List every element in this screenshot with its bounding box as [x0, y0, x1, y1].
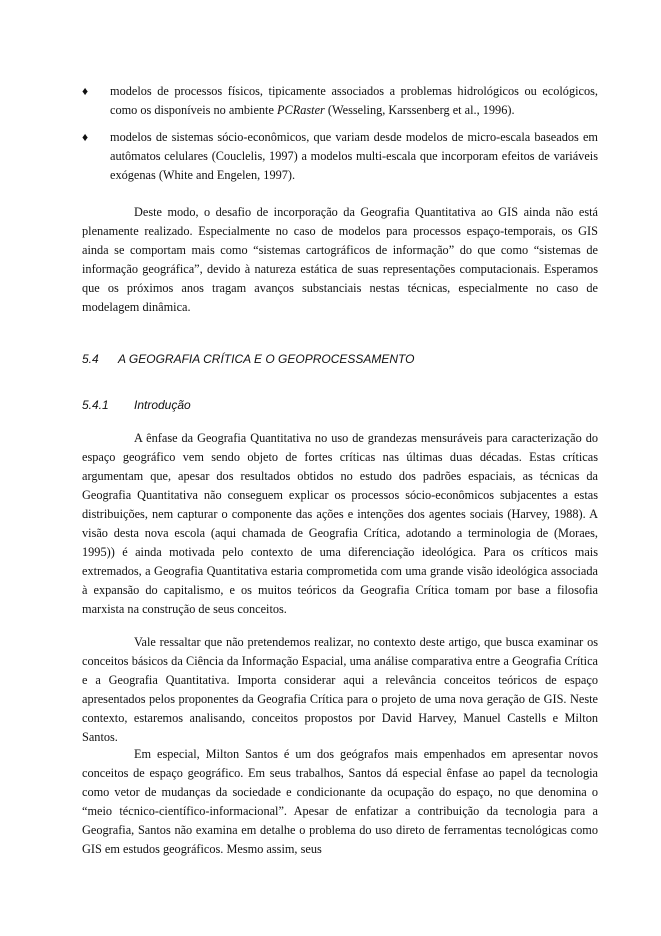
- paragraph: Deste modo, o desafio de incorporação da Geografia Quantitativa ao GIS ainda não está plenamente realizado. Especialmente no caso de modelos para processos espaço-temporais, os GIS ainda se comportam mais como “sistemas cartográficos de informação” do que como “sistemas de informação geográfica”, devido à natureza estática de suas representações computacionais. Esperamos que os próximos anos tragam avanços substanciais nestas técnicas, especialmente no caso de modelagem dinâmica.: [82, 205, 598, 314]
- subsection-heading: [82, 398, 191, 412]
- paragraph: A ênfase da Geografia Quantitativa no uso de grandezas mensuráveis para caracterização do espaço geográfico vem sendo objeto de fortes críticas nas últimas duas décadas. Estas críticas argumentam que, apesar dos resultados obtidos no estudo dos padrões espaciais, as técnicas da Geografia Quantitativa não conseguem explicar os processos sócio-econômicos subjacentes a estas distribuições, nem capturar o componente das ações e intenções dos agentes sociais (Harvey, 1988). A visão desta nova escola (aqui chamada de Geografia Crítica, adotando a terminologia de (Moraes, 1995)) é ainda motivada pelo contexto de uma diferenciação ideológica. Para os críticos mais extremados, a Geografia Quantitativa estaria comprometida com uma grande visão ideológica associada à expansão do capitalismo, e os muitos teóricos da Geografia Crítica tomam por base a filosofia marxista na construção de seus conceitos.: [82, 431, 598, 616]
- list-item: [82, 82, 598, 120]
- section-heading: [82, 352, 415, 366]
- subsection-number: 5.4.1: [82, 398, 109, 412]
- list-item: [82, 128, 598, 185]
- bullet-list: [82, 82, 598, 193]
- section-title: A GEOGRAFIA CRÍTICA E O GEOPROCESSAMENTO: [118, 352, 415, 366]
- software-name: PCRaster: [277, 103, 325, 117]
- section-number: 5.4: [82, 352, 99, 366]
- bullet-text: modelos de sistemas sócio-econômicos, que variam desde modelos de micro-escala baseados em autômatos celulares (Couclelis, 1997) a modelos multi-escala que incorporam efeitos de variáveis exógenas (White and Engelen, 1997).: [110, 130, 598, 182]
- subsection-title: Introdução: [134, 398, 191, 412]
- diamond-bullet-icon: ♦: [82, 130, 89, 144]
- bullet-text: modelos de processos físicos, tipicamente associados a problemas hidrológicos ou ecológicos, como os disponíveis no ambiente PCRaster (Wesseling, Karssenberg et al., 1996).: [110, 84, 598, 117]
- paragraph: Vale ressaltar que não pretendemos realizar, no contexto deste artigo, que busca examinar os conceitos básicos da Ciência da Informação Espacial, uma análise comparativa entre a Geografia Crítica e a Geografia Quantitativa. Importa considerar aqui a relevância conceitos teóricos de espaço apresentados pelos proponentes da Geografia Crítica para o projeto de uma nova geração de GIS. Neste contexto, estaremos analisando, conceitos propostos por David Harvey, Manuel Castells e Milton Santos.: [82, 635, 598, 744]
- paragraph: Em especial, Milton Santos é um dos geógrafos mais empenhados em apresentar novos conceitos de espaço geográfico. Em seus trabalhos, Santos dá especial ênfase ao papel da tecnologia como vetor de mudanças da sociedade e condicionante da ocupação do espaço, no que denomina o “meio técnico-científico-informacional”. Apesar de enfatizar a contribuição da tecnologia para a Geografia, Santos não examina em detalhe o problema do uso direto de ferramentas tecnológicas como GIS em estudos geográficos. Mesmo assim, seus: [82, 747, 598, 856]
- diamond-bullet-icon: ♦: [82, 84, 89, 98]
